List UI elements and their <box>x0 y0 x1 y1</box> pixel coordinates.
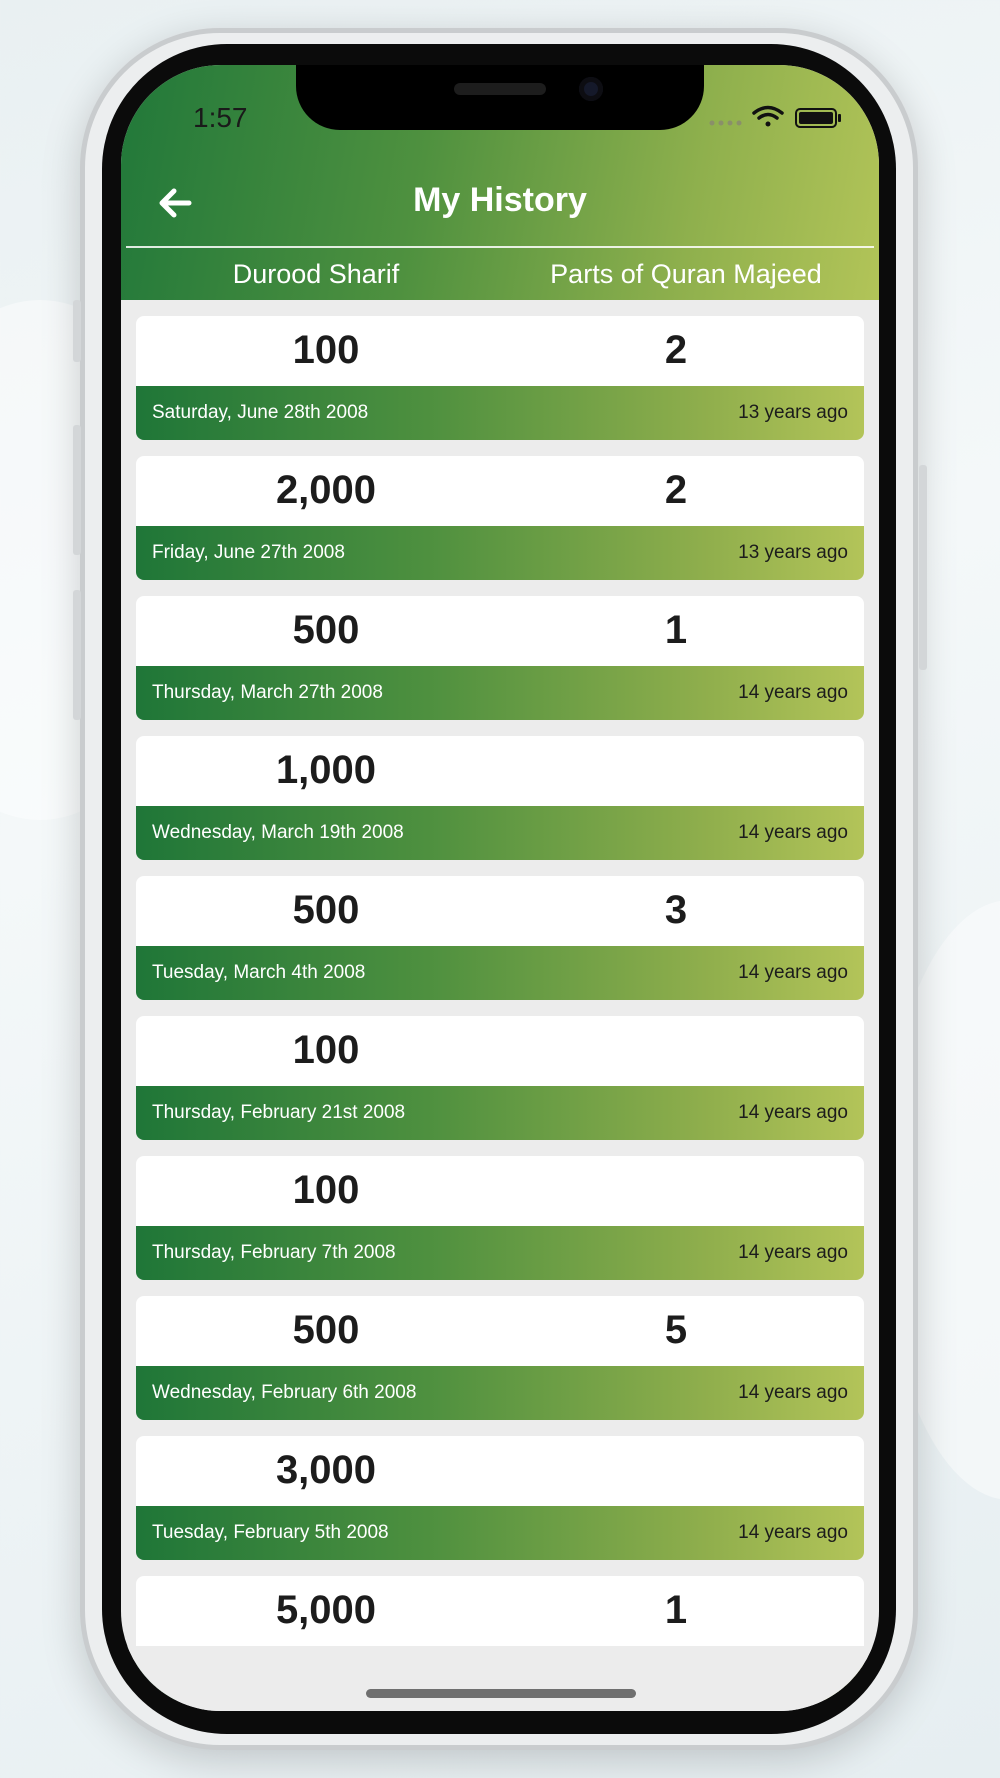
entry-date: Tuesday, February 5th 2008 <box>152 1522 389 1543</box>
entry-relative-time: 14 years ago <box>738 1242 848 1263</box>
entry-relative-time: 14 years ago <box>738 822 848 843</box>
durood-count: 100 <box>292 1168 360 1212</box>
app-header <box>121 65 879 300</box>
date-band <box>136 526 864 580</box>
history-card[interactable] <box>136 456 864 580</box>
entry-relative-time: 14 years ago <box>738 962 848 983</box>
speaker <box>454 83 546 95</box>
date-band <box>136 1506 864 1560</box>
entry-date: Wednesday, February 6th 2008 <box>152 1382 417 1403</box>
entry-relative-time: 14 years ago <box>738 682 848 703</box>
date-band <box>136 946 864 1000</box>
volume-down-button <box>73 590 81 720</box>
app-screen <box>121 65 879 1711</box>
page-title: My History <box>413 181 587 219</box>
entry-date: Friday, June 27th 2008 <box>152 542 345 563</box>
history-card[interactable] <box>136 876 864 1000</box>
entry-relative-time: 14 years ago <box>738 1102 848 1123</box>
power-button <box>919 465 927 670</box>
history-card[interactable] <box>136 736 864 860</box>
date-band <box>136 1086 864 1140</box>
battery-icon <box>796 109 841 127</box>
wifi-icon <box>754 108 782 127</box>
history-card[interactable] <box>136 1296 864 1420</box>
durood-count: 5,000 <box>275 1588 377 1632</box>
quran-parts-count: 2 <box>664 468 688 512</box>
front-camera <box>579 77 603 101</box>
entry-relative-time: 13 years ago <box>738 542 848 563</box>
date-band <box>136 1366 864 1420</box>
quran-parts-count: 3 <box>664 888 688 932</box>
quran-parts-count: 1 <box>664 608 688 652</box>
history-card[interactable] <box>136 596 864 720</box>
history-card[interactable] <box>136 1436 864 1560</box>
durood-count: 500 <box>292 608 360 652</box>
entry-relative-time: 13 years ago <box>738 402 848 423</box>
home-indicator[interactable] <box>366 1689 636 1698</box>
history-card[interactable] <box>136 1016 864 1140</box>
durood-count: 100 <box>292 328 360 372</box>
status-time: 1:57 <box>193 102 248 133</box>
column-header-durood: Durood Sharif <box>232 259 400 289</box>
notch <box>296 65 704 130</box>
entry-date: Thursday, March 27th 2008 <box>152 682 383 703</box>
entry-date: Tuesday, March 4th 2008 <box>152 962 366 983</box>
date-band <box>136 1226 864 1280</box>
volume-up-button <box>73 425 81 555</box>
durood-count: 100 <box>292 1028 360 1072</box>
durood-count: 500 <box>292 888 360 932</box>
date-band <box>136 806 864 860</box>
entry-date: Wednesday, March 19th 2008 <box>152 822 404 843</box>
durood-count: 2,000 <box>275 468 377 512</box>
cellular-signal-icon <box>710 121 742 126</box>
header-divider <box>126 246 874 248</box>
durood-count: 3,000 <box>275 1448 377 1492</box>
quran-parts-count: 2 <box>664 328 688 372</box>
date-band <box>136 386 864 440</box>
entry-date: Saturday, June 28th 2008 <box>152 402 369 423</box>
entry-relative-time: 14 years ago <box>738 1382 848 1403</box>
entry-date: Thursday, February 7th 2008 <box>152 1242 396 1263</box>
quran-parts-count: 5 <box>664 1308 688 1352</box>
column-header-quran-parts: Parts of Quran Majeed <box>550 259 822 289</box>
quran-parts-count: 1 <box>664 1588 688 1632</box>
date-band <box>136 666 864 720</box>
history-card[interactable] <box>136 1156 864 1280</box>
entry-relative-time: 14 years ago <box>738 1522 848 1543</box>
bottom-area <box>121 1646 879 1711</box>
durood-count: 500 <box>292 1308 360 1352</box>
history-card[interactable] <box>136 316 864 440</box>
entry-date: Thursday, February 21st 2008 <box>152 1102 406 1123</box>
status-icons <box>708 103 848 133</box>
silent-switch <box>73 300 81 362</box>
durood-count: 1,000 <box>275 748 377 792</box>
